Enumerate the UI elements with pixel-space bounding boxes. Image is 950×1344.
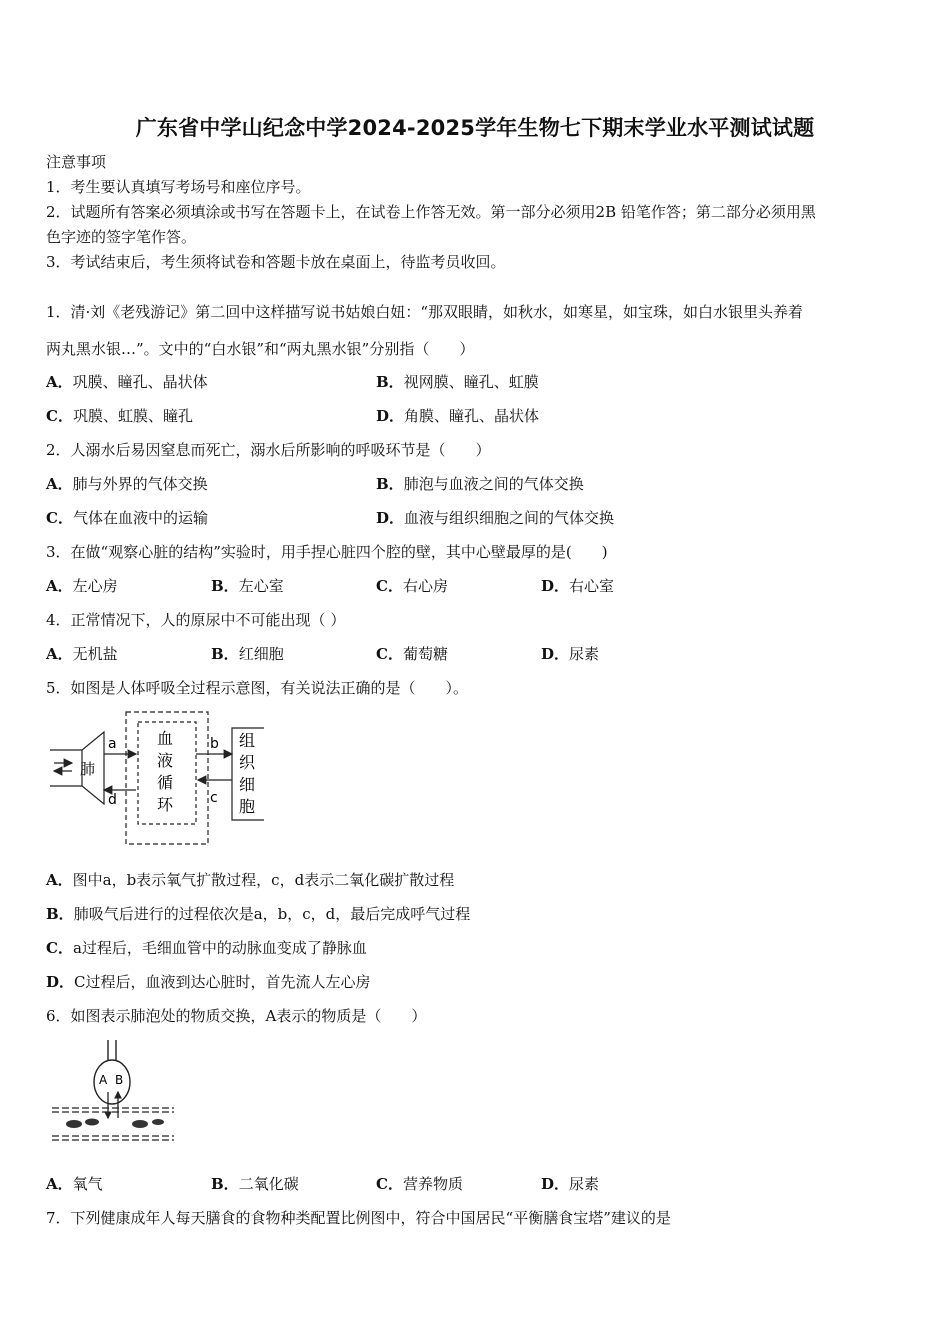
q1-stem-line-2: 两丸黑水银…”。文中的“白水银”和“两丸黑水银”分别指（ ） [46, 340, 475, 358]
q3-option-d: D．右心室 [541, 577, 615, 595]
blood-cell [66, 1120, 82, 1128]
notice-line-2: 2．试题所有答案必须填涂或书写在答题卡上，在试卷上作答无效。第一部分必须用2B 铅笔作答；第二部分必须用黑 [46, 203, 816, 221]
q6-option-a: A．氧气 [46, 1175, 103, 1193]
blood-char-1: 血 [157, 729, 174, 748]
q3-option-b: B．左心室 [211, 577, 284, 595]
q2-option-b: B．肺泡与血液之间的气体交换 [376, 475, 584, 493]
q2-option-c: C．气体在血液中的运输 [46, 509, 208, 527]
q6-option-d: D．尿素 [541, 1175, 600, 1193]
label-A: A [99, 1073, 108, 1087]
q5-option-d: D．C过程后，血液到达心脏时，首先流人左心房 [46, 973, 371, 991]
q2-option-a: A．肺与外界的气体交换 [46, 475, 208, 493]
tissue-char-4: 胞 [239, 797, 256, 816]
respiration-diagram [46, 708, 276, 848]
tissue-char-3: 细 [239, 775, 256, 794]
notice-line-3: 色字迹的签字笔作答。 [46, 228, 197, 246]
q6-stem: 6．如图表示肺泡处的物质交换，A表示的物质是（ ） [46, 1007, 427, 1025]
q1-option-d: D．角膜、瞳孔、晶状体 [376, 407, 540, 425]
q1-option-b: B．视网膜、瞳孔、虹膜 [376, 373, 539, 391]
q5-option-a: A．图中a，b表示氧气扩散过程，c，d表示二氧化碳扩散过程 [46, 871, 455, 889]
q3-option-c: C．右心房 [376, 577, 448, 595]
q5-option-c: C．a过程后，毛细血管中的动脉血变成了静脉血 [46, 939, 367, 957]
blood-char-4: 环 [157, 795, 174, 814]
blood-cell [152, 1119, 164, 1125]
q7-stem: 7．下列健康成年人每天膳食的食物种类配置比例图中，符合中国居民“平衡膳食宝塔”建议的是 [46, 1209, 671, 1227]
q4-option-c: C．葡萄糖 [376, 645, 448, 663]
lung-label: 肺 [80, 760, 96, 778]
label-c: c [210, 790, 218, 806]
q4-option-a: A．无机盐 [46, 645, 118, 663]
q4-option-b: B．红细胞 [211, 645, 284, 663]
blood-char-2: 液 [157, 751, 174, 770]
alveolus-diagram [48, 1036, 178, 1146]
tissue-char-2: 织 [239, 753, 256, 772]
q4-stem: 4．正常情况下，人的原尿中不可能出现（ ） [46, 611, 346, 629]
blood-cell [132, 1120, 148, 1128]
q2-stem: 2．人溺水后易因窒息而死亡，溺水后所影响的呼吸环节是（ ） [46, 441, 491, 459]
label-a: a [108, 736, 117, 752]
blood-cell [85, 1119, 99, 1126]
page-title: 广东省中学山纪念中学2024-2025学年生物七下期末学业水平测试试题 [135, 116, 815, 140]
notice-line-1: 1．考生要认真填写考场号和座位序号。 [46, 178, 311, 196]
q3-option-a: A．左心房 [46, 577, 118, 595]
q4-option-d: D．尿素 [541, 645, 600, 663]
notice-heading: 注意事项 [46, 153, 107, 171]
q3-stem: 3．在做“观察心脏的结构”实验时，用手捏心脏四个腔的壁，其中心壁最厚的是( ) [46, 543, 608, 561]
q5-option-b: B．肺吸气后进行的过程依次是a，b，c，d，最后完成呼气过程 [46, 905, 471, 923]
q5-stem: 5．如图是人体呼吸全过程示意图，有关说法正确的是（ ）。 [46, 679, 469, 697]
q2-option-d: D．血液与组织细胞之间的气体交换 [376, 509, 615, 527]
q1-option-a: A．巩膜、瞳孔、晶状体 [46, 373, 208, 391]
label-b: b [210, 736, 219, 752]
label-d: d [108, 792, 117, 808]
q6-option-b: B．二氧化碳 [211, 1175, 299, 1193]
tissue-char-1: 组 [239, 731, 256, 750]
label-B: B [115, 1073, 124, 1087]
q1-option-c: C．巩膜、虹膜、瞳孔 [46, 407, 193, 425]
blood-char-3: 循 [157, 773, 174, 792]
q1-stem-line-1: 1．清·刘《老残游记》第二回中这样描写说书姑娘白妞：“那双眼睛，如秋水，如寒星，如宝珠，如白水银里头养着 [46, 303, 803, 321]
q6-option-c: C．营养物质 [376, 1175, 463, 1193]
notice-line-4: 3．考试结束后，考生须将试卷和答题卡放在桌面上，待监考员收回。 [46, 253, 506, 271]
